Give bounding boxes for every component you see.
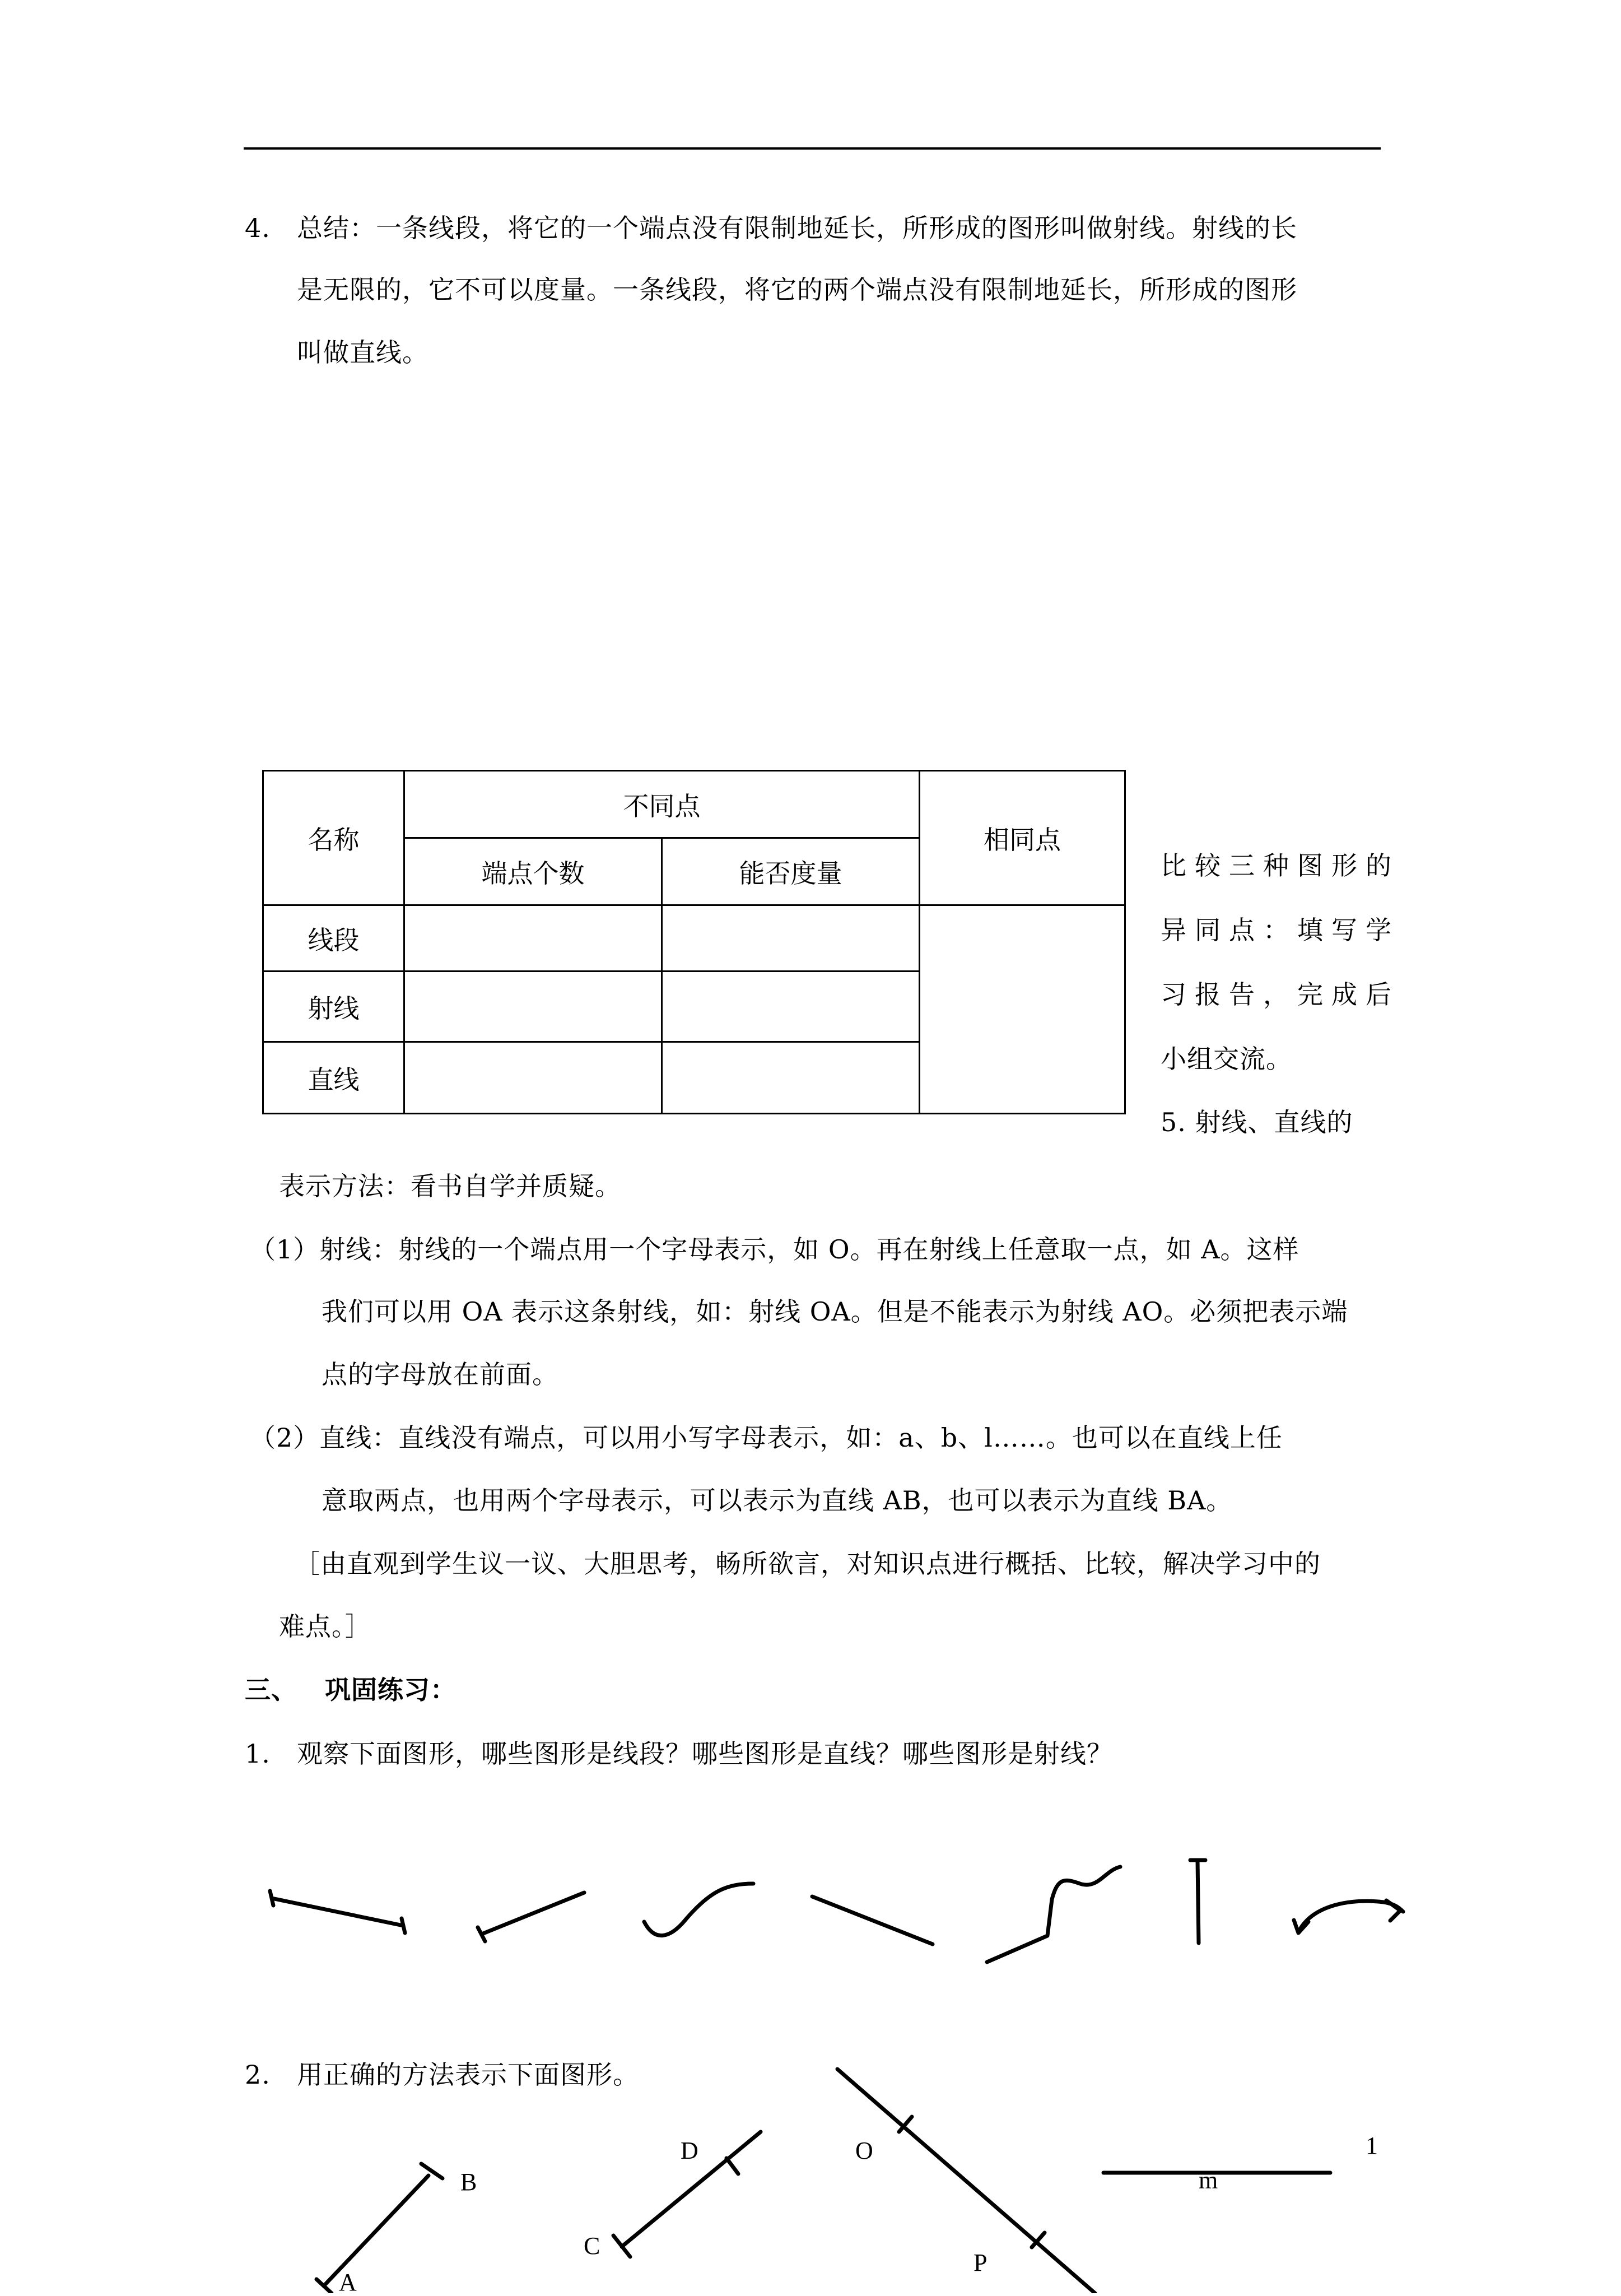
teaching-note-line1: ［由直观到学生议一议、大胆思考，畅所欲言，对知识点进行概括、比较，解决学习中的	[294, 1549, 1321, 1579]
label-b: B	[460, 2168, 477, 2196]
figure-1-segment	[270, 1891, 405, 1933]
exercise1-number: 1.	[245, 1739, 271, 1769]
section3-number: 三、	[245, 1675, 297, 1705]
ray-notation-line1: （1）射线：射线的一个端点用一个字母表示，如 O。再在射线上任意取一点，如 A。这样	[250, 1234, 1299, 1265]
exercise2-number: 2.	[245, 2060, 271, 2090]
section4-line2: 是无限的，它不可以度量。一条线段，将它的两个端点没有限制地延长，所形成的图形	[297, 275, 1297, 305]
label-m: m	[1199, 2167, 1218, 2194]
page-number: 1	[1366, 2132, 1378, 2159]
side-note-line4: 小组交流。	[1161, 1044, 1292, 1074]
side-note-line3: 习报告，完成后	[1161, 979, 1400, 1010]
section3-title: 巩固练习：	[325, 1675, 457, 1705]
figure-5-curve	[987, 1867, 1120, 1962]
figure-ab	[316, 2164, 442, 2296]
side-note-line2: 异同点：填写学	[1161, 915, 1400, 945]
header-name: 名称	[263, 771, 404, 905]
row-name-ray: 射线	[263, 972, 404, 1042]
header-similarities: 相同点	[920, 771, 1125, 905]
section5-continuation: 表示方法：看书自学并质疑。	[279, 1171, 621, 1201]
ray-notation-line2: 我们可以用 OA 表示这条射线，如：射线 OA。但是不能表示为射线 AO。必须把表示端	[322, 1296, 1348, 1327]
section4-line3: 叫做直线。	[297, 337, 428, 368]
header-endpoint-count: 端点个数	[404, 838, 662, 905]
section4-line1: 总结：一条线段，将它的一个端点没有限制地延长，所形成的图形叫做射线。射线的长	[297, 213, 1297, 243]
row-name-line: 直线	[263, 1042, 404, 1114]
line-notation-line1: （2）直线：直线没有端点，可以用小写字母表示，如：a、b、l……。也可以在直线上任	[250, 1423, 1283, 1453]
figure-6-ray	[1190, 1860, 1205, 1943]
header-measurable: 能否度量	[662, 838, 920, 905]
line-notation-line2: 意取两点，也用两个字母表示，可以表示为直线 AB，也可以表示为直线 BA。	[322, 1485, 1233, 1516]
side-note-line1: 比较三种图形的	[1161, 850, 1400, 881]
label-a: A	[339, 2269, 357, 2296]
label-d: D	[681, 2137, 698, 2164]
header-differences: 不同点	[404, 771, 920, 838]
ray-notation-line3: 点的字母放在前面。	[322, 1359, 558, 1389]
section4-number: 4.	[245, 213, 271, 243]
figure-7-curved-arrow	[1294, 1900, 1403, 1933]
figure-4-line	[812, 1897, 933, 1944]
row-name-segment: 线段	[263, 905, 404, 972]
teaching-note-line2: 难点。］	[279, 1611, 371, 1642]
figure-op	[837, 2069, 1095, 2293]
label-c: C	[584, 2232, 600, 2260]
exercise1-text: 观察下面图形，哪些图形是线段？哪些图形是直线？哪些图形是射线？	[297, 1739, 1113, 1769]
exercise2-text: 用正确的方法表示下面图形。	[297, 2060, 639, 2090]
figure-2-ray	[478, 1893, 584, 1941]
label-p: P	[973, 2249, 987, 2276]
figure-3-curve	[644, 1884, 753, 1936]
side-note-line5: 5. 射线、直线的	[1161, 1107, 1353, 1137]
label-o: O	[855, 2137, 873, 2164]
